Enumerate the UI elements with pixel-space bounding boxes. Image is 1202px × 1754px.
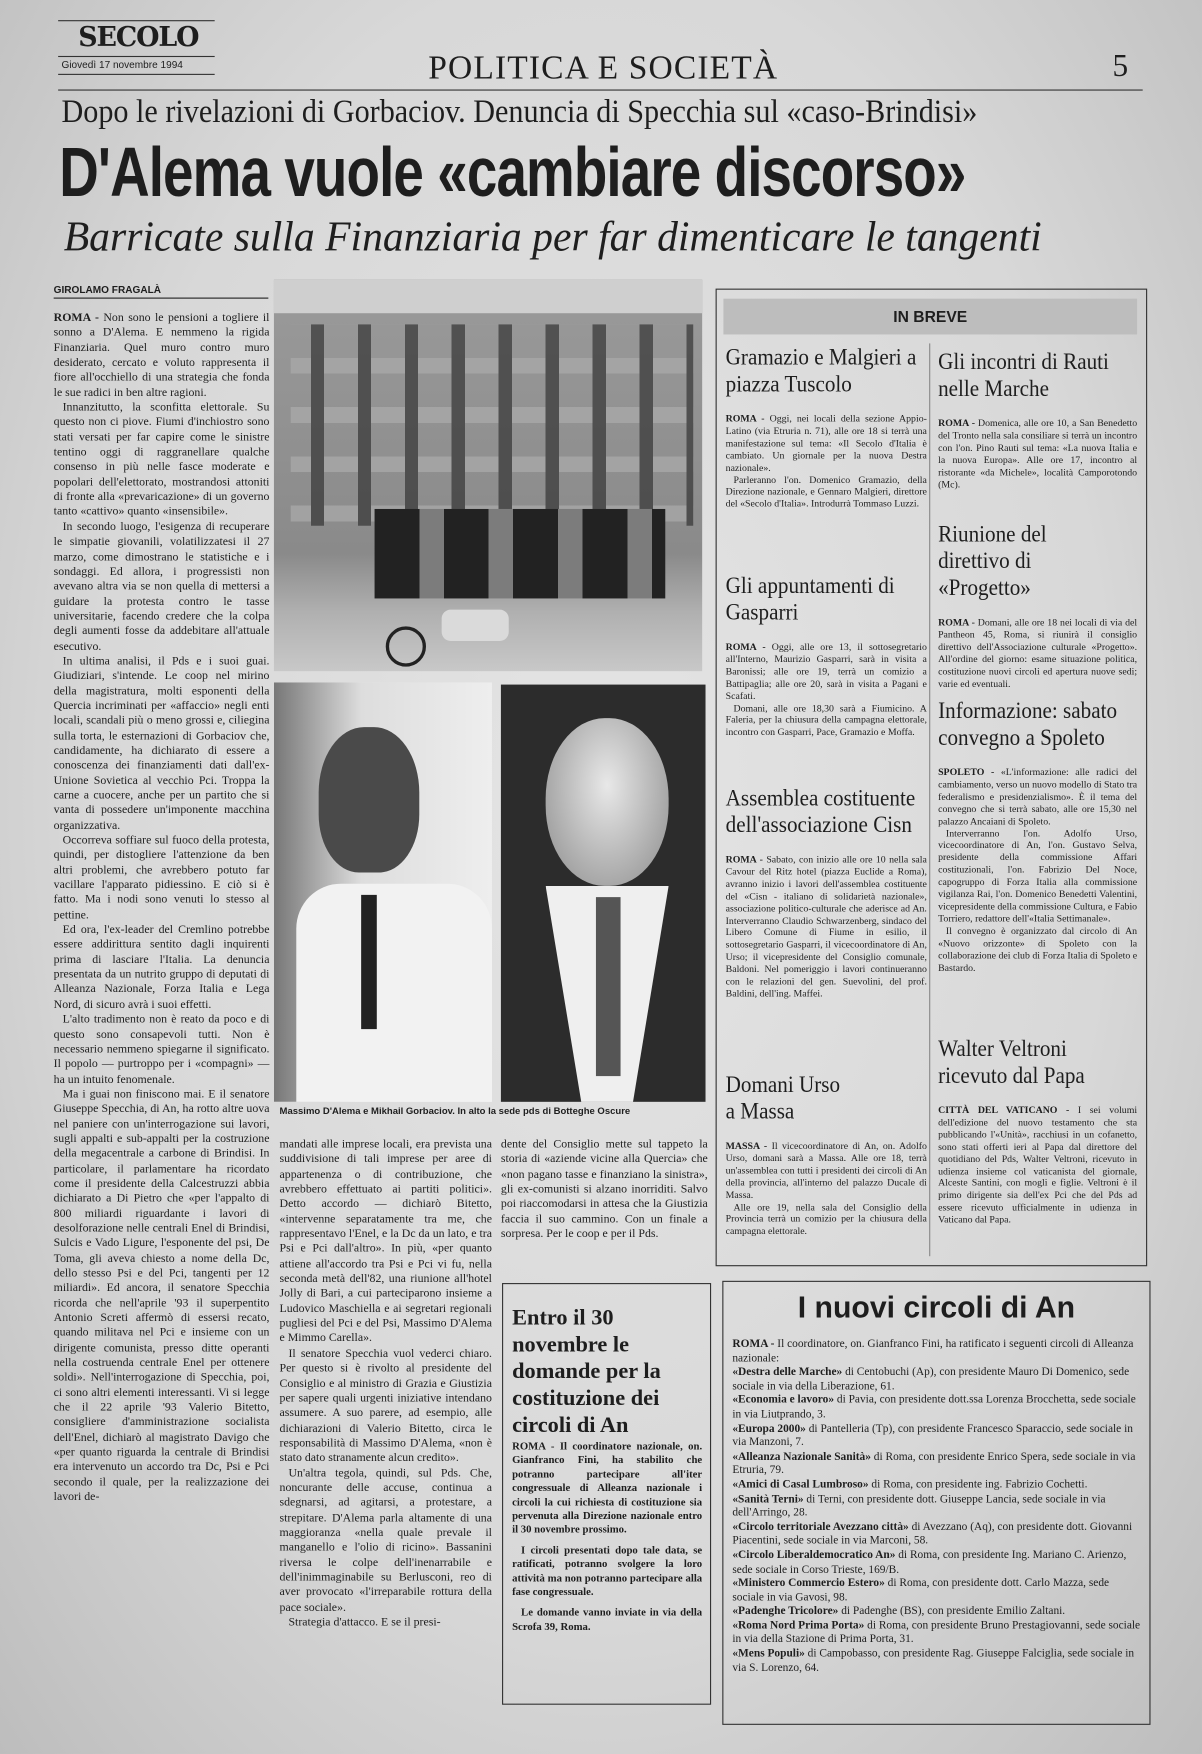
in-breve-box bbox=[716, 289, 1148, 1267]
headline: D'Alema vuole «cambiare discorso» bbox=[59, 134, 966, 212]
paragraph: Oggi, alle ore 13, il sottosegretario all'Interno, Maurizio Gasparri, sarà in visita a Baronissi; alle ore 19, terrà un comizio a Battipaglia; alle ore 20, sarà in visita a Pagani e Scafati. bbox=[725, 640, 927, 701]
circolo-name: «Circolo territoriale Avezzano città» bbox=[732, 1520, 909, 1534]
brief-item bbox=[938, 1035, 1137, 1226]
place: ROMA - bbox=[725, 412, 770, 424]
place: ROMA - bbox=[725, 640, 772, 653]
scooter bbox=[386, 626, 426, 666]
paragraph: Innanzitutto, la sconfitta elettorale. Su questo non ci piove. Fiumi d'inchiostro sono stati versati per far capire come le sinistre tentino oggi di raggranellare qualche consenso in più nelle fasce moderate e popolari dell'elettorato, mostrandosi attoniti di fronte alla «prevaricazione» di un governo tanto «cattivo» quanto «insensibile». bbox=[53, 401, 270, 519]
face bbox=[546, 718, 669, 886]
car bbox=[442, 610, 509, 641]
circolo-name: «Mens Populi» bbox=[732, 1647, 805, 1661]
deadline-title: Entro il 30 novembre le domande per la costituzione dei circoli di An bbox=[512, 1305, 661, 1438]
gorbaciov-photo bbox=[501, 685, 706, 1102]
list-item bbox=[732, 1493, 1141, 1521]
circolo-name: «Destra delle Marche» bbox=[732, 1366, 843, 1379]
photo-caption: Massimo D'Alema e Mikhail Gorbaciov. In alto la sede pds di Botteghe Oscure bbox=[279, 1105, 631, 1117]
in-breve-header: IN BREVE bbox=[723, 299, 1137, 335]
brief-title: Domani Urso a Massa bbox=[725, 1070, 841, 1125]
nuovi-circoli-box bbox=[722, 1281, 1150, 1725]
shirt bbox=[296, 884, 492, 1102]
list-item bbox=[732, 1479, 1141, 1493]
paragraph: mandati alle imprese locali, era prevista una suddivisione di tali imprese per aree di appartenenza o di contribuzione, che avrebbero effettuato ai partiti politici». Detto accordo — dichiarò Bitetto, «intervenne separatamente tra me, che rappresentavo l'Enel, e la Dc da un lato, e tra Psi e Pci dall'altro». In più, «per quanto attiene all'accordo tra Psi e Pci vi fu, nella seconda metà dell'82, una riunione all'hotel Jolly di Bari, a cui parteciparono insieme a Ludovico Maschiella e ai segretari regionali pugliesi del Pci e del Psi, Massimo D'Alema e Mimmo Carella». bbox=[279, 1138, 492, 1346]
paragraph: dente del Consiglio mette sul tappeto la storia di «aziende vicine alla Quercia» che «non pagano tasse e finanziano la sinistra», gli ex-comunisti si alzano inorriditi. Salvo poi riaccomodarsi in attesa che la Giustizia faccia il suo cammino. Con un finale a sorpresa. Per le coop e per il Pds. bbox=[500, 1138, 708, 1241]
paragraph: Il vicecoordinatore di An, on. Adolfo Urso, domani sarà a Massa. Alle ore 18, terrà un'assemblea con tutti i presidenti dei circoli di An della provincia, all'interno del palazzo Ducale di Massa. bbox=[725, 1139, 927, 1200]
paragraph: I sei volumi dell'edizione del nuovo testamento che sta pubblicando l'«Unità», racchiusi in un cofanetto, sono stati offerti ieri al Papa dal direttore del quotidiano del Pds, Walter Veltroni, ricevuto in udienza insieme col vaticanista del giornale, Alceste Santini, con mogli e figlie. Veltroni è il primo dirigente sia dell'ex Pci che del Pds ad essere ricevuto ufficialmente in udienza in Vaticano dal Papa. bbox=[938, 1104, 1138, 1226]
circoli-title: I nuovi circoli di An bbox=[797, 1290, 1076, 1325]
brief-item bbox=[726, 572, 927, 739]
list-item bbox=[732, 1451, 1141, 1479]
brief-title: Informazione: sabato convegno a Spoleto bbox=[938, 696, 1118, 751]
circolo-details: di Roma, con presidente Bruno Prestagiovanni, sede sociale in via della Stazione di Prima Porta, 31. bbox=[732, 1619, 1141, 1646]
circolo-name: «Ministero Commercio Estero» bbox=[732, 1577, 885, 1590]
circolo-details: di Centobuchi (Ap), con presidente Mauro Di Domenico, sede sociale in via della Liberazione, 61. bbox=[732, 1366, 1130, 1393]
circolo-name: «Roma Nord Prima Porta» bbox=[732, 1619, 865, 1632]
paragraph: Domani, alle ore 18,30 sarà a Fiumicino. A Faleria, per la chiusura della campagna elettorale, incontro con Gasparri, Pace, Gramazio e Moffa. bbox=[725, 701, 927, 738]
list-item bbox=[732, 1606, 1141, 1620]
paragraph: ROMA - Il coordinatore nazionale, on. Gianfranco Fini, ha stabilito che potranno partecipare all'iter congressuale di Alleanza nazionale i circoli la cui richiesta di costituzione sia pervenuta alla Direzione nazionale entro il 30 novembre prossimo. bbox=[512, 1440, 703, 1537]
brief-title: Riunione del direttivo di «Progetto» bbox=[938, 520, 1047, 601]
paragraph: Strategia d'attacco. E se il presi- bbox=[288, 1616, 441, 1629]
circolo-details: di Roma, con presidente ing. Fabrizio Cochetti. bbox=[868, 1478, 1088, 1492]
kicker: Dopo le rivelazioni di Gorbaciov. Denuncia di Specchia sul «caso-Brindisi» bbox=[61, 93, 978, 130]
paragraph: In secondo luogo, l'esigenza di recuperare le simpatie giovanili, volatilizzatesi il 27 marzo, come dimostrano le statistiche e i sondaggi. Ed allora, i progressisti non avevano altra via se non quella di mettersi a guidare la protesta contro le tasse universitarie, facendo credere che la colpa degli aumenti fosse da addebitare all'attuale esecutivo. bbox=[53, 521, 270, 653]
circolo-name: «Padenghe Tricolore» bbox=[732, 1605, 839, 1618]
brief-item bbox=[726, 1071, 927, 1238]
circolo-name: «Alleanza Nazionale Sanità» bbox=[732, 1450, 871, 1463]
circolo-details: di Pantelleria (Tp), con presidente Francesco Sparaccio, sede sociale in via Manzoni, 7. bbox=[732, 1422, 1133, 1449]
list-item bbox=[732, 1366, 1141, 1394]
list-item bbox=[732, 1549, 1141, 1577]
header-rule bbox=[58, 89, 1143, 90]
circolo-details: di Padenghe (BS), con presidente Emilio Zaltani. bbox=[838, 1605, 1066, 1618]
paragraph: Parleranno l'on. Domenico Gramazio, della Direzione nazionale, e Gennaro Malgieri, direttore del «Secolo d'Italia». Introdurrà Tommaso Luzzi. bbox=[725, 473, 927, 510]
brief-title: Gli appuntamenti di Gasparri bbox=[725, 571, 895, 626]
circolo-details: di Avezzano (Aq), con presidente dott. Giovanni Piacentini, sede sociale in via Marconi, 58. bbox=[732, 1520, 1133, 1548]
place: ROMA - bbox=[732, 1337, 778, 1351]
paragraph: Ed ora, l'ex-leader del Cremlino potrebbe essere addirittura sentito dagli inquirenti prima di lasciare l'Italia. La denuncia presentata da un nutrito gruppo di deputati di Alleanza Nazionale, Forza Italia e Lega Nord, di sicuro avrà i suoi effetti. bbox=[53, 924, 270, 1012]
place: CITTÀ DEL VATICANO - bbox=[938, 1104, 1078, 1116]
list-item bbox=[732, 1577, 1141, 1605]
paragraph: Il convegno è organizzato dal circolo di An «Nuovo orizzonte» di Spoleto con la collaborazione dei club di Forza Italia di Spoleto e Bastardo. bbox=[938, 924, 1138, 973]
place: SPOLETO - bbox=[938, 766, 1001, 778]
circolo-name: «Europa 2000» bbox=[732, 1422, 806, 1435]
paragraph: Oggi, nei locali della sezione Appio-Latino (via Etruria n. 71), alle ore 18 si terrà una manifestazione sul tema: «Il Secolo d'Italia è cambiato. Un giornale per la nuova Destra nazionale». bbox=[725, 412, 927, 473]
paragraph: Non sono le pensioni a togliere il sonno a D'Alema. E nemmeno la rigida Finanziaria. Quel muro contro muro desiderato, cercato e voluto rappresenta il fiore all'occhiello di una strategia che fonda le sue radici in ben altre ragioni. bbox=[53, 312, 270, 400]
paragraph: Occorreva soffiare sul fuoco della protesta, quindi, per distogliere l'attenzione da ben altri problemi, che avrebbero potuto far vacillare l'apparato pidiessino. E ciò si è fatto. Ma i nodi sono venuti lo stesso al pettine. bbox=[53, 834, 270, 922]
circolo-name: «Circolo Liberaldemocratico An» bbox=[732, 1549, 896, 1562]
paragraph: «L'informazione: alle radici del cambiamento, verso un nuovo modello di Stato tra federalismo e presidenzialismo». È il tema del convegno che si terrà sabato, alle ore 15,30 nel palazzo Ancaiani di Spoleto. bbox=[938, 766, 1138, 827]
circolo-name: «Sanità Terni» bbox=[732, 1492, 804, 1506]
subheadline: Barricate sulla Finanziaria per far dimenticare le tangenti bbox=[63, 213, 1042, 261]
circolo-details: di Campobasso, con presidente Rag. Giuseppe Falciglia, sede sociale in via S. Lorenzo, 64. bbox=[732, 1647, 1135, 1675]
list-item bbox=[732, 1422, 1141, 1450]
place: ROMA - bbox=[725, 853, 767, 865]
circoli-list bbox=[732, 1338, 1141, 1676]
deadline-box bbox=[502, 1283, 711, 1705]
circolo-details: di Terni, con presidente dott. Giuseppe Lancia, sede sociale in via dell'Arringo, 28. bbox=[732, 1492, 1106, 1520]
circolo-details: di Pavia, con presidente dott.ssa Lorenza Brocchetta, sede sociale in via Liutprando, 3. bbox=[732, 1394, 1136, 1421]
paragraph: Domenica, alle ore 10, a San Benedetto del Tronto nella sala consiliare si terrà un incontro con l'on. Pino Rauti sul tema: «La nuova Italia e la nuova Europa». Alle ore 17, incontro al ristorante «da Michele», località Camporotondo (Mc). bbox=[938, 417, 1138, 490]
list-item bbox=[732, 1648, 1141, 1676]
circolo-details: di Roma, con presidente Ing. Mariano C. Arienzo, sede sociale in Corso Trieste, 169/B. bbox=[732, 1549, 1127, 1576]
place: ROMA - bbox=[938, 616, 978, 628]
paragraph: Domani, alle ore 18 nei locali di via del Pantheon 45, Roma, si riunirà il consiglio direttivo dell'Associazione culturale «Progetto». All'ordine del giorno: esame situazione politica, costituzione nuovi circoli ed apertura nuove sedi; varie ed eventuali. bbox=[938, 616, 1138, 689]
list-item bbox=[732, 1521, 1141, 1549]
tie bbox=[361, 895, 377, 1029]
tie bbox=[596, 897, 621, 1076]
column-divider bbox=[929, 343, 930, 1256]
divider bbox=[58, 74, 215, 75]
brief-item bbox=[938, 520, 1137, 689]
divider bbox=[58, 56, 215, 57]
brief-title: Assemblea costituente dell'associazione Cisn bbox=[725, 784, 916, 838]
paragraph: I circoli presentati dopo tale data, se ratificati, potranno svolgere la loro attività ma non potranno partecipare alla fase congressuale. bbox=[512, 1544, 703, 1599]
paragraph: Le domande vanno inviate in via della Scrofa 39, Roma. bbox=[512, 1606, 703, 1634]
brief-title: Gli incontri di Rauti nelle Marche bbox=[938, 347, 1109, 402]
article-column-3 bbox=[501, 1138, 708, 1242]
building-photo bbox=[274, 280, 702, 672]
paragraph: Un'altra tegola, quindi, sul Pds. Che, noncurante delle accuse, continua a sdegnarsi, ad agitarsi, a protestare, a strepitare. D'Alema parla altamente di una maggioranza «nella quale prevale il manganello e l'olio di ricino». Bassanini riversa le colpe dell'inenarrabile e dell'inimmaginabile su Berlusconi, reo di aver provocato «l'irreparabile rottura della pace sociale». bbox=[279, 1467, 492, 1614]
sky bbox=[274, 280, 702, 314]
deadline-body bbox=[512, 1441, 702, 1635]
list-item bbox=[732, 1620, 1141, 1648]
article-column-2 bbox=[280, 1138, 492, 1742]
place: MASSA - bbox=[725, 1139, 772, 1152]
list-item bbox=[732, 1394, 1141, 1422]
paragraph: Ma i guai non finiscono mai. E il senatore Giuseppe Specchia, di An, ha rotto altre uova nel paniere con un'interrogazione sui lavori, sugli appalti e sub-appalti per la costruzione della megacentrale a carbone di Brindisi. In particolare, il parlamentare ha ricordato come il presidente della Calcestruzzi abbia dichiarato a Di Pietro che «per l'appalto di 800 miliardi riguardante i lavori di desolforazione nelle centrali Enel di Brindisi, Sulcis e Vado Ligure, l'esponente del psi, De Toma, gli aveva chiesto a nome della Dc, dello stesso Psi e del Pci, tangenti per 12 miliardi». Ed ancora, il senatore Specchia ricorda che nell'aprile '93 il superpentito Antonio Screti affermò di essersi recato, quando militava nel Pci e insieme con un dirigente comunista, presso ditte operanti nella costruenda centrale Enel per ottenere soldi». Nell'interrogazione di Specchia, poi, ci sono altri elementi interessanti. Vi si legge che il 22 aprile '93 Valerio Bitetto, consigliere d'amministrazione socialista dell'Enel, dichiarò al magistrato Davigo che «per quanto riguarda la centrale di Brindisi era intervenuto un accordo tra Dc, Psi e Pci secondo il quale, per la realizzazione dei lavori de- bbox=[53, 1088, 270, 1504]
paragraph: In ultima analisi, il Pds e i suoi guai. Giudiziari, s'intende. Le coop nel mirino della magistratura, molti esponenti della Quercia incriminati per «affaccio» negli enti locali, scandali più o meno grossi e, ciliegina sulla torta, le esternazioni di Gorbaciov che, candidamente, ha dichiarato di essere a conoscenza dei finanziamenti dati dall'ex-Unione Sovietica al vecchio Pci. Troppa la carne a cuocere, anche per un partito che si vanta di possedere un'imponente macchina organizzativa. bbox=[53, 655, 270, 832]
brief-title: Walter Veltroni ricevuto dal Papa bbox=[938, 1034, 1085, 1089]
paragraph: Sabato, con inizio alle ore 10 nella sala Cavour del Ritz hotel (piazza Euclide a Roma), avranno inizio i lavori dell'assemblea costituente del «Cisn - italiano di solidarietà nazionale», associazione politico-culturale che aderisce ad An. Interverranno Claudio Schwarzenberg, sindaco del Libero Comune di Fiume in esilio, il sottosegretario Gasparri, il vicecoordinatore di An, Urso; il vicepresidente del Consiglio comunale, Baldoni. Nel pomeriggio i lavori continueranno con le relazioni del gen. Suevolini, del prof. Baldini, dell'ing. Maffei. bbox=[725, 853, 927, 999]
brief-item bbox=[726, 343, 927, 510]
dateline: ROMA - bbox=[53, 312, 104, 325]
article-column-1 bbox=[54, 311, 270, 1743]
newspaper-logo: SECOLO bbox=[78, 20, 199, 53]
face bbox=[319, 727, 420, 872]
paragraph: L'alto tradimento non è reato da poco e di questo sono consapevoli tutti. Non è necessario nemmeno spiegarne il significato. Il popolo — purtroppo per i «compagni» — ha un intuito fenomenale. bbox=[53, 1013, 270, 1086]
circolo-details: di Roma, con presidente dott. Carlo Mazza, sede sociale in via Gavosi, 98. bbox=[732, 1577, 1110, 1604]
brief-item bbox=[726, 784, 927, 1000]
dalema-photo bbox=[274, 682, 492, 1101]
circolo-name: «Amici di Casal Lumbroso» bbox=[732, 1478, 869, 1492]
section-title: POLITICA E SOCIETÀ bbox=[428, 49, 779, 87]
windows bbox=[291, 324, 694, 525]
page-number: 5 bbox=[1112, 49, 1130, 84]
paragraph: Alle ore 19, nella sala del Consiglio della Provincia terrà un comizio per la chiusura della campagna elettorale. bbox=[725, 1200, 927, 1237]
brief-item bbox=[938, 697, 1137, 974]
circolo-details: di Roma, con presidente Enrico Spera, sede sociale in via Etruria, 79. bbox=[732, 1450, 1136, 1477]
paragraph: Il senatore Specchia vuol vederci chiaro. Per questo si è rivolto al presidente del Consiglio e al ministro di Grazia e Giustizia per sapere quali urgenti iniziative intendano assumere. A suo parere, ad esempio, alle dichiarazioni di Valerio Bitetto, circa le responsabilità di Massimo D'Alema, «non è stato dato stranamente alcun credito». bbox=[279, 1347, 492, 1465]
circoli-intro: Il coordinatore, on. Gianfranco Fini, ha ratificato i seguenti circoli di Alleanza nazionale: bbox=[732, 1337, 1134, 1365]
issue-date: Giovedì 17 novembre 1994 bbox=[61, 59, 183, 71]
place: ROMA - bbox=[938, 417, 979, 429]
circolo-name: «Economia e lavoro» bbox=[732, 1394, 835, 1407]
brief-item bbox=[938, 348, 1137, 491]
arches bbox=[375, 509, 666, 598]
byline: GIROLAMO FRAGALÀ bbox=[54, 284, 269, 299]
brief-title: Gramazio e Malgieri a piazza Tuscolo bbox=[725, 343, 917, 398]
paragraph: Interverranno l'on. Adolfo Urso, vicecoordinatore di An, l'on. Gustavo Selva, presidente della commissione Affari costituzionali, l'on. Fabrizio Del Noce, capogruppo di Forza Italia alla commissione vigilanza Rai, l'on. Domenico Benedetti Valentini, vicepresidente della commissione Cultura, e Fabio Torriero, redattore dell'«Italia Settimanale». bbox=[938, 827, 1138, 924]
